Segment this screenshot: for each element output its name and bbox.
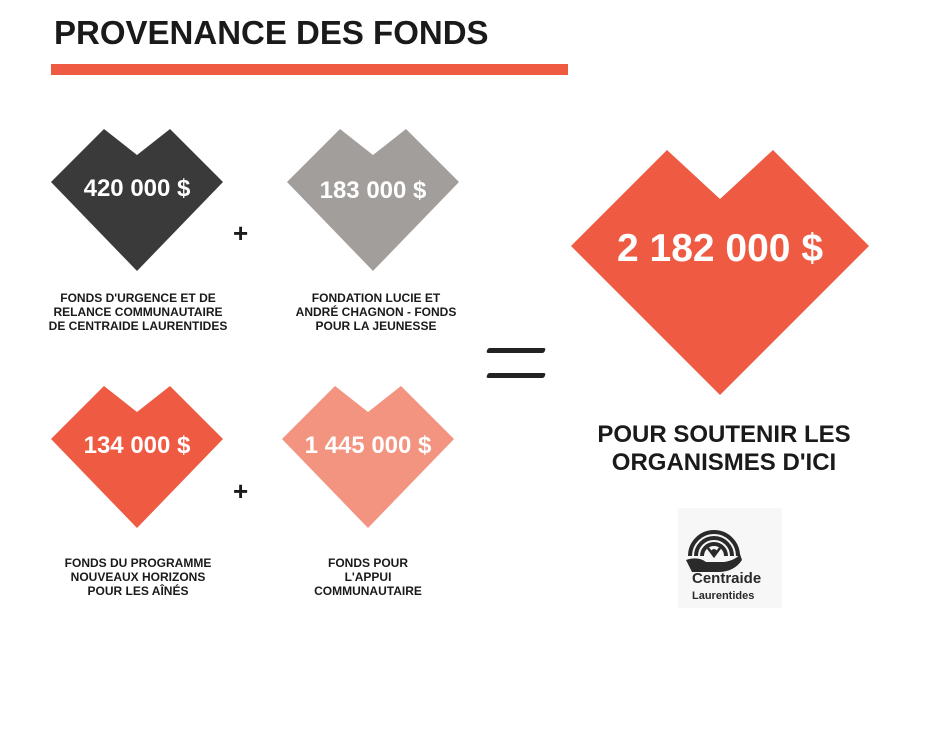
amount-emergency-fund: 420 000 $ bbox=[83, 175, 191, 202]
centraide-hand-icon bbox=[684, 516, 744, 574]
logo-brand-name: Centraide bbox=[692, 570, 762, 587]
plus-sign-top: + bbox=[233, 218, 249, 248]
centraide-logo bbox=[678, 508, 782, 608]
heart-shape-total bbox=[571, 147, 869, 395]
equals-sign bbox=[487, 345, 547, 385]
caption-community-support: FONDS POUR L'APPUI COMMUNAUTAIRE bbox=[314, 556, 422, 598]
title-underline bbox=[51, 64, 568, 75]
heart-chagnon-foundation bbox=[287, 129, 459, 271]
heart-emergency-fund bbox=[51, 129, 223, 271]
plus-sign-bottom: + bbox=[233, 476, 249, 506]
amount-total: 2 182 000 $ bbox=[616, 227, 824, 270]
caption-new-horizons: FONDS DU PROGRAMME NOUVEAUX HORIZONS POUR LES AÎNÉS bbox=[64, 556, 212, 598]
heart-new-horizons bbox=[51, 386, 223, 528]
amount-new-horizons: 134 000 $ bbox=[83, 432, 191, 459]
equals-bar-top bbox=[486, 348, 546, 353]
amount-community-support: 1 445 000 $ bbox=[304, 432, 432, 459]
equals-bar-bottom bbox=[486, 373, 546, 378]
total-caption: POUR SOUTENIR LES ORGANISMES D'ICI bbox=[597, 421, 851, 476]
heart-total bbox=[571, 147, 869, 395]
heart-community-support bbox=[282, 386, 454, 528]
caption-emergency-fund: FONDS D'URGENCE ET DE RELANCE COMMUNAUTAIRE DE CENTRAIDE LAURENTIDES bbox=[48, 291, 228, 333]
page-title: PROVENANCE DES FONDS bbox=[54, 14, 489, 51]
amount-chagnon-foundation: 183 000 $ bbox=[319, 177, 427, 204]
caption-chagnon-foundation: FONDATION LUCIE ET ANDRÉ CHAGNON - FONDS POUR LA JEUNESSE bbox=[295, 291, 457, 333]
logo-region-name: Laurentides bbox=[692, 590, 755, 602]
